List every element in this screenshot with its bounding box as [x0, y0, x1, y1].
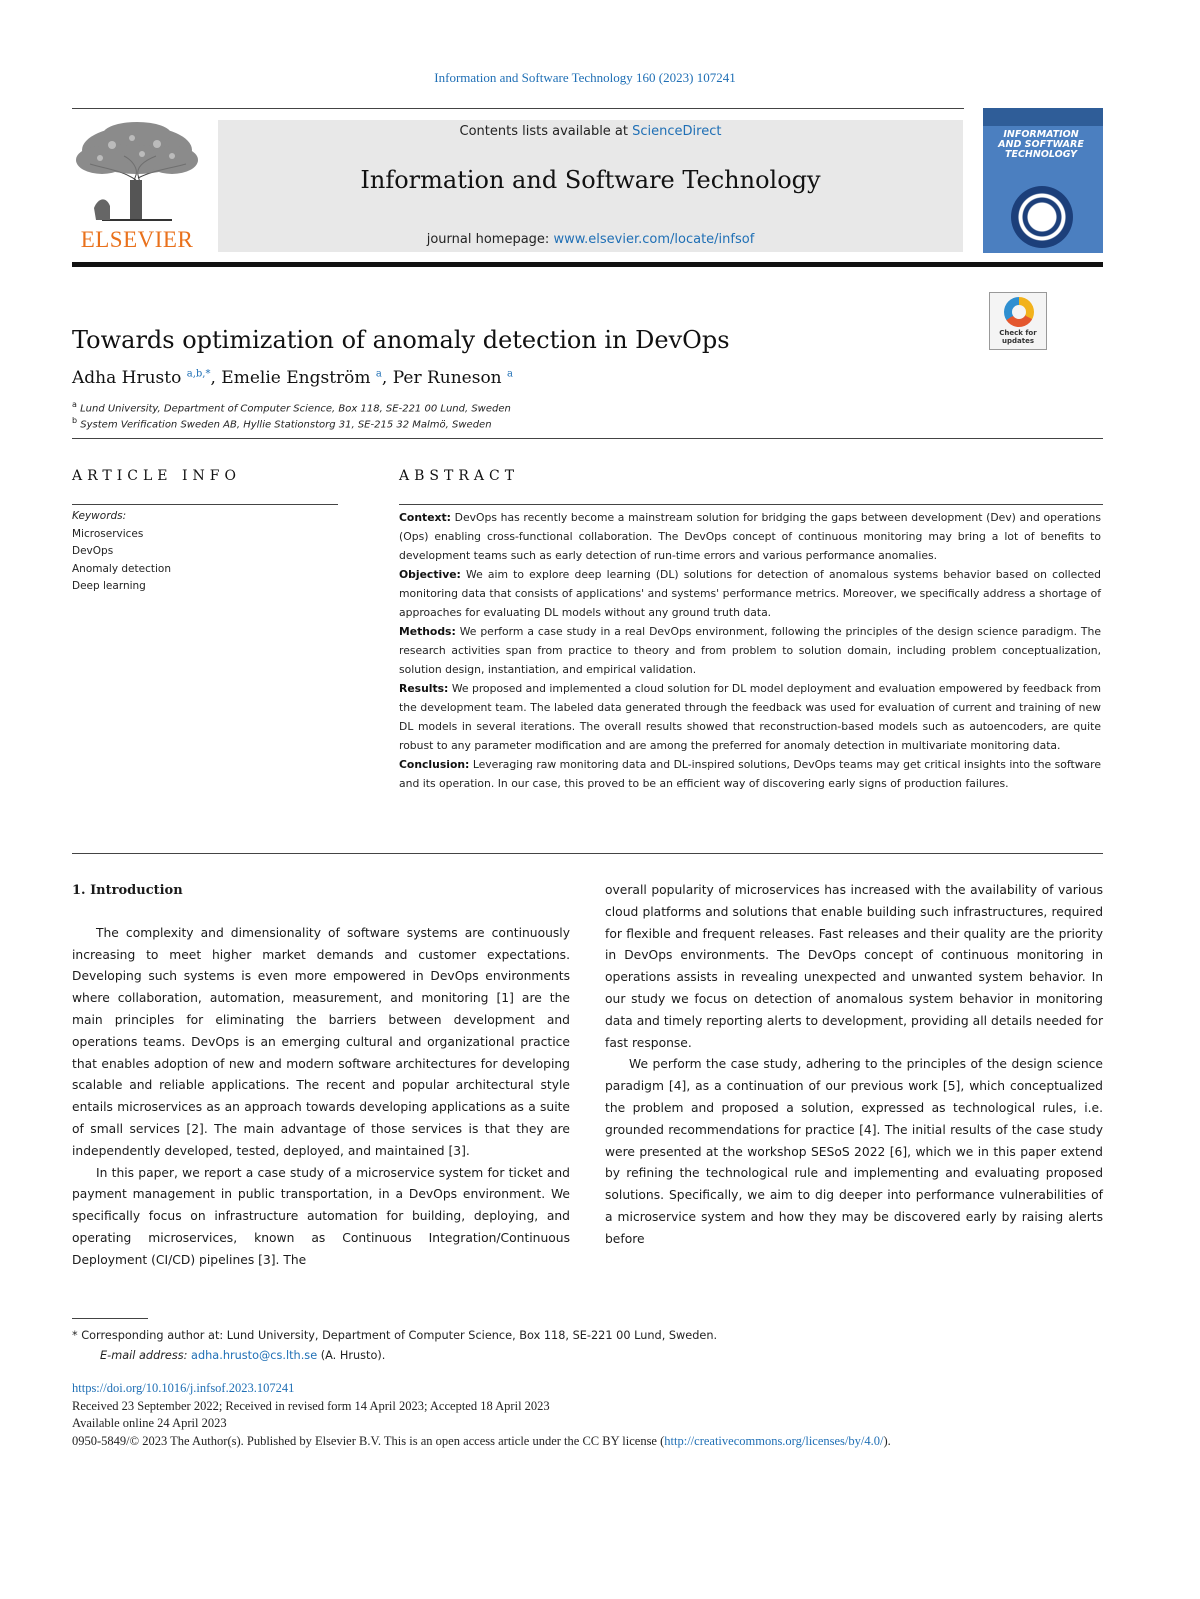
cover-ring-icon: [1011, 186, 1073, 248]
author-name[interactable]: Adha Hrusto: [72, 368, 182, 388]
email-line: [72, 1346, 717, 1366]
check-updates-label: Check for updates: [999, 329, 1037, 345]
affiliation-mark: a: [72, 400, 77, 409]
author-affiliation-mark[interactable]: a,b,*: [186, 368, 211, 380]
keyword-item: DevOps: [72, 545, 114, 557]
keywords-block: [72, 508, 171, 596]
doi-link[interactable]: https://doi.org/10.1016/j.infsof.2023.107241: [72, 1381, 295, 1395]
corresponding-author-note: [72, 1326, 717, 1346]
corresponding-text: Corresponding author at: Lund University, Department of Computer Science, Box 118, SE-221 00 Lund, Sweden.: [77, 1329, 718, 1342]
paper-title: Towards optimization of anomaly detection in DevOps: [72, 326, 730, 354]
affiliation: [72, 416, 492, 430]
body-paragraph: overall popularity of microservices has increased with the availability of various cloud platforms and solutions that enable building such infrastructures, required for flexible and frequent releases. Fast releases and their quality are the priority in DevOps environments. The DevOps concept of continuous monitoring in operations assists in revealing unexpected and unwanted system behavior. In our study we focus on detection of anomalous system behavior in monitoring data and timely reporting alerts to development, providing all details needed for fast response.: [605, 883, 1103, 1050]
contents-prefix: Contents lists available at: [459, 124, 633, 139]
check-for-updates-button[interactable]: [989, 292, 1047, 350]
journal-cover: [983, 108, 1103, 253]
footnote-rule: [72, 1318, 148, 1319]
article-info-heading: ARTICLE INFO: [72, 468, 241, 484]
affiliation: [72, 400, 511, 414]
journal-reference[interactable]: Information and Software Technology 160 (2023) 107241: [434, 70, 736, 85]
header-rule: [72, 108, 964, 109]
email-link[interactable]: adha.hrusto@cs.lth.se: [191, 1349, 318, 1362]
license-suffix: ).: [883, 1433, 891, 1448]
header-thick-rule: [72, 262, 1103, 267]
abstract-text: We aim to explore deep learning (DL) solutions for detection of anomalous systems behavior based on collected monitoring data that consists of applications' and systems' performance metrics. Moreover, we specifically address a shortage of approaches for evaluating DL models without any ground truth data.: [399, 568, 1101, 619]
author-name[interactable]: Per Runeson: [392, 368, 502, 388]
body-paragraph: The complexity and dimensionality of software systems are continuously increasing to meet higher market demands and customer expectations. Developing such systems is even more empowered in DevOps environments where collaboration, automation, measurement, and monitoring [1] are the main principles for eliminating the barriers between development and operations teams. DevOps is an emerging cultural and organizational practice that enables adoption of new and modern software architectures for developing scalable and reliable applications. The recent and popular architectural style entails microservices as an approach towards developing applications as a suite of small services [2]. The main advantage of those services is that they are independently developed, tested, deployed, and maintained [3].: [72, 925, 570, 1158]
affiliation-mark: b: [72, 416, 78, 425]
abstract-rule: [399, 504, 1103, 505]
available-online: Available online 24 April 2023: [72, 1416, 227, 1430]
abstract-body: [399, 508, 1101, 793]
abstract-text: We proposed and implemented a cloud solution for DL model deployment and evaluation empowered by feedback from the development team. The labeled data generated through the feedback was used for evaluation of current and training of new DL models in several iterations. The overall results showed that reconstruction-based models such as autoencoders, are quite robust to any parameter modification and are among the preferred for anomaly detection in multivariate monitoring data.: [399, 682, 1101, 752]
abstract-heading: ABSTRACT: [399, 468, 520, 484]
body-right-column: [605, 880, 1103, 1251]
keyword-item: Deep learning: [72, 580, 146, 592]
elsevier-wordmark: ELSEVIER: [80, 227, 194, 252]
journal-banner: [218, 120, 963, 252]
body-left-column: [72, 880, 570, 1272]
title-rule: [72, 438, 1103, 439]
footnote: [72, 1326, 717, 1366]
section-heading: 1. Introduction: [72, 883, 183, 898]
abstract-bottom-rule: [72, 853, 1103, 854]
abstract-text: Leveraging raw monitoring data and DL-inspired solutions, DevOps teams may get critical insights into the software and its operation. In our case, this proved to be an efficient way of discovering early signs of production failures.: [399, 758, 1101, 790]
elsevier-tree-icon: [72, 120, 202, 225]
journal-title: Information and Software Technology: [360, 166, 821, 194]
license-prefix: 0950-5849/© 2023 The Author(s). Published by Elsevier B.V. This is an open access article under the CC BY license (: [72, 1433, 665, 1448]
abstract-paragraph: [399, 622, 1101, 679]
author-list: Adha Hrusto $^{a,b,*}$, Emelie Engström $^a$, Per Runeson $^a$: [72, 368, 514, 388]
cover-title: INFORMATION AND SOFTWARE TECHNOLOGY: [998, 129, 1084, 160]
keyword-item: Anomaly detection: [72, 562, 171, 575]
email-label: E-mail address:: [100, 1349, 188, 1362]
abstract-paragraph: [399, 679, 1101, 755]
check-updates-icon: [1004, 297, 1034, 327]
received-dates: Received 23 September 2022; Received in revised form 14 April 2023; Accepted 18 April 2023: [72, 1398, 550, 1413]
author-affiliation-mark[interactable]: a: [507, 368, 514, 380]
body-paragraph: We perform the case study, adhering to the principles of the design science paradigm [4], as a continuation of our previous work [5], which conceptualized the problem and proposed a solution, expressed as technological rules, i.e. grounded recommendations for practice [4]. The initial results of the case study were presented at the workshop SESoS 2022 [6], which we in this paper extend by refining the technological rule and implementing and evaluating proposed solutions. Specifically, we aim to dig deeper into performance vulnerabilities of a microservice system and how they may be discovered early by raising alerts before: [605, 1057, 1103, 1246]
body-paragraph: In this paper, we report a case study of a microservice system for ticket and payment management in public transportation, in a DevOps environment. We specifically focus on infrastructure automation for building, deploying, and operating microservices, known as Continuous Integration/Continuous Deployment (CI/CD) pipelines [3]. The: [72, 1165, 570, 1267]
article-info-rule: [72, 504, 338, 505]
keyword-item: Microservices: [72, 527, 144, 540]
abstract-text: DevOps has recently become a mainstream solution for bridging the gaps between development (Dev) and operations (Ops) enabling cross-functional collaboration. The DevOps concept of continuous monitoring may bring a lot of benefits to development teams such as early detection of run-time errors and various performance anomalies.: [399, 511, 1101, 562]
abstract-paragraph: [399, 755, 1101, 793]
contents-line: [218, 124, 963, 139]
license-link[interactable]: http://creativecommons.org/licenses/by/4.0/: [664, 1433, 884, 1448]
homepage-prefix: journal homepage:: [426, 232, 554, 247]
abstract-label: Context:: [399, 511, 451, 524]
abstract-paragraph: [399, 508, 1101, 565]
abstract-paragraph: [399, 565, 1101, 622]
abstract-label: Objective:: [399, 568, 461, 581]
keywords-label: Keywords:: [72, 510, 127, 522]
sciencedirect-link[interactable]: ScienceDirect: [632, 124, 722, 139]
abstract-label: Conclusion:: [399, 758, 470, 771]
elsevier-logo: [72, 120, 202, 255]
license-line: [72, 1433, 891, 1451]
affiliation-text: Lund University, Department of Computer Science, Box 118, SE-221 00 Lund, Sweden: [80, 403, 511, 415]
journal-homepage-link[interactable]: www.elsevier.com/locate/infsof: [553, 232, 755, 247]
abstract-label: Results:: [399, 682, 449, 695]
abstract-label: Methods:: [399, 625, 456, 638]
author-name[interactable]: Emelie Engström: [221, 368, 371, 388]
footnote-mark: *: [72, 1329, 78, 1342]
article-footer: [72, 1380, 891, 1450]
cover-strip: [983, 108, 1103, 126]
abstract-text: We perform a case study in a real DevOps environment, following the principles of the design science paradigm. The research activities span from practice to theory and from problem to solution domain, including problem conceptualization, solution design, instantiation, and empirical validation.: [399, 625, 1101, 676]
email-suffix: (A. Hrusto).: [317, 1349, 386, 1362]
affiliation-text: System Verification Sweden AB, Hyllie Stationstorg 31, SE-215 32 Malmö, Sweden: [80, 419, 492, 431]
homepage-line: [218, 232, 963, 247]
author-affiliation-mark[interactable]: a: [375, 368, 382, 380]
